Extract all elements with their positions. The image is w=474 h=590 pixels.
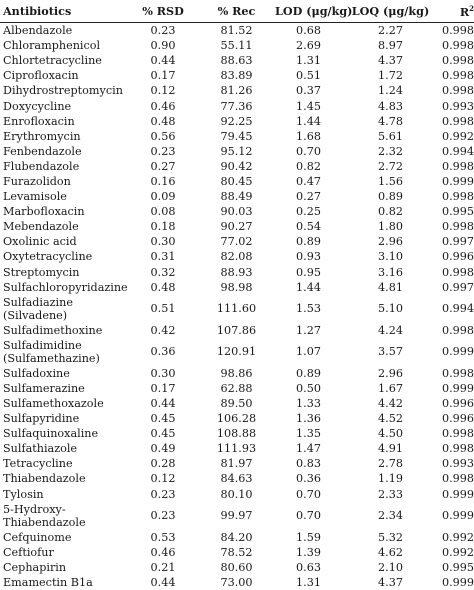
cell-loq: 4.91 <box>344 441 437 456</box>
antibiotic-name-line: Oxolinic acid <box>3 235 124 248</box>
cell-rec: 95.12 <box>200 144 273 159</box>
cell-rec: 106.28 <box>200 411 273 426</box>
cell-rec: 88.49 <box>200 189 273 204</box>
antibiotic-name-line: Enrofloxacin <box>3 115 124 128</box>
cell-lod: 1.53 <box>273 295 344 323</box>
cell-r2: 0.995 <box>437 560 474 575</box>
cell-rec: 80.10 <box>200 487 273 502</box>
cell-rec: 80.60 <box>200 560 273 575</box>
header-rec: % Rec <box>200 0 273 23</box>
cell-lod: 1.68 <box>273 129 344 144</box>
cell-rsd: 0.48 <box>126 280 200 295</box>
cell-rsd: 0.45 <box>126 426 200 441</box>
cell-r2: 0.998 <box>437 159 474 174</box>
cell-r2: 0.992 <box>437 545 474 560</box>
cell-lod: 1.45 <box>273 98 344 113</box>
table-row <box>0 381 474 396</box>
cell-antibiotic-name <box>0 219 126 234</box>
cell-loq: 4.24 <box>344 323 437 338</box>
cell-rec: 99.97 <box>200 502 273 530</box>
cell-loq: 2.32 <box>344 144 437 159</box>
cell-r2: 0.998 <box>437 471 474 486</box>
cell-lod: 1.27 <box>273 323 344 338</box>
cell-r2: 0.998 <box>437 53 474 68</box>
cell-antibiotic-name <box>0 295 126 323</box>
antibiotic-name-line: Marbofloxacin <box>3 205 124 218</box>
cell-loq: 4.78 <box>344 114 437 129</box>
antibiotic-name-line: Thiabendazole <box>3 472 124 485</box>
cell-lod: 0.63 <box>273 560 344 575</box>
cell-r2: 0.999 <box>437 502 474 530</box>
cell-loq: 1.56 <box>344 174 437 189</box>
cell-loq: 5.10 <box>344 295 437 323</box>
cell-rec: 84.63 <box>200 471 273 486</box>
cell-rec: 90.42 <box>200 159 273 174</box>
cell-lod: 0.27 <box>273 189 344 204</box>
cell-r2: 0.998 <box>437 38 474 53</box>
antibiotic-name-line: 5-Hydroxy- <box>3 503 124 516</box>
table-row <box>0 144 474 159</box>
cell-rsd: 0.49 <box>126 441 200 456</box>
cell-loq: 4.37 <box>344 53 437 68</box>
cell-loq: 8.97 <box>344 38 437 53</box>
cell-r2: 0.997 <box>437 280 474 295</box>
cell-r2: 0.995 <box>437 204 474 219</box>
cell-r2: 0.998 <box>437 83 474 98</box>
cell-r2: 0.998 <box>437 114 474 129</box>
table-row <box>0 411 474 426</box>
cell-loq: 1.19 <box>344 471 437 486</box>
antibiotic-name-line: Ciprofloxacin <box>3 69 124 82</box>
cell-antibiotic-name <box>0 189 126 204</box>
cell-antibiotic-name <box>0 426 126 441</box>
cell-rec: 77.02 <box>200 234 273 249</box>
cell-rec: 55.11 <box>200 38 273 53</box>
antibiotic-name-line: Sulfadimidine <box>3 339 124 352</box>
antibiotic-name-line-2: (Sulfamethazine) <box>3 352 124 365</box>
cell-rsd: 0.30 <box>126 234 200 249</box>
cell-rec: 108.88 <box>200 426 273 441</box>
cell-rsd: 0.46 <box>126 545 200 560</box>
cell-rsd: 0.32 <box>126 265 200 280</box>
cell-lod: 1.44 <box>273 114 344 129</box>
header-rsd: % RSD <box>126 0 200 23</box>
cell-lod: 1.31 <box>273 53 344 68</box>
cell-loq: 2.33 <box>344 487 437 502</box>
cell-loq: 0.82 <box>344 204 437 219</box>
cell-loq: 2.96 <box>344 366 437 381</box>
cell-lod: 1.36 <box>273 411 344 426</box>
antibiotic-name-line: Sulfathiazole <box>3 442 124 455</box>
cell-rec: 88.63 <box>200 53 273 68</box>
cell-rec: 107.86 <box>200 323 273 338</box>
cell-r2: 0.998 <box>437 23 474 39</box>
table-row <box>0 426 474 441</box>
header-r2 <box>437 0 474 23</box>
table-row <box>0 53 474 68</box>
table-row <box>0 265 474 280</box>
cell-lod: 1.39 <box>273 545 344 560</box>
table-row <box>0 560 474 575</box>
cell-rsd: 0.44 <box>126 396 200 411</box>
antibiotic-name-line: Sulfamerazine <box>3 382 124 395</box>
antibiotic-name-line: Sulfachloropyridazine <box>3 281 124 294</box>
cell-rsd: 0.09 <box>126 189 200 204</box>
cell-antibiotic-name <box>0 502 126 530</box>
cell-rsd: 0.36 <box>126 338 200 366</box>
cell-rsd: 0.27 <box>126 159 200 174</box>
table-row <box>0 545 474 560</box>
cell-lod: 0.89 <box>273 234 344 249</box>
cell-antibiotic-name <box>0 249 126 264</box>
cell-r2: 0.996 <box>437 249 474 264</box>
cell-antibiotic-name <box>0 338 126 366</box>
cell-loq: 2.10 <box>344 560 437 575</box>
cell-antibiotic-name <box>0 23 126 39</box>
cell-antibiotic-name <box>0 530 126 545</box>
antibiotic-name-line: Tylosin <box>3 488 124 501</box>
cell-rec: 77.36 <box>200 98 273 113</box>
cell-rsd: 0.46 <box>126 98 200 113</box>
cell-antibiotic-name <box>0 456 126 471</box>
table-row <box>0 68 474 83</box>
table-row <box>0 234 474 249</box>
cell-rec: 78.52 <box>200 545 273 560</box>
cell-lod: 1.44 <box>273 280 344 295</box>
cell-rsd: 0.42 <box>126 323 200 338</box>
cell-loq: 4.37 <box>344 575 437 590</box>
cell-rec: 88.93 <box>200 265 273 280</box>
table-row <box>0 487 474 502</box>
cell-antibiotic-name <box>0 204 126 219</box>
cell-rsd: 0.21 <box>126 560 200 575</box>
cell-rsd: 0.17 <box>126 381 200 396</box>
table-row <box>0 23 474 39</box>
cell-r2: 0.998 <box>437 265 474 280</box>
table-row <box>0 396 474 411</box>
antibiotic-name-line: Albendazole <box>3 24 124 37</box>
antibiotic-name-line: Sulfamethoxazole <box>3 397 124 410</box>
cell-lod: 1.47 <box>273 441 344 456</box>
cell-lod: 0.83 <box>273 456 344 471</box>
antibiotic-name-line-2: Thiabendazole <box>3 516 124 529</box>
cell-rec: 90.03 <box>200 204 273 219</box>
table-row <box>0 174 474 189</box>
cell-lod: 0.36 <box>273 471 344 486</box>
cell-rsd: 0.44 <box>126 575 200 590</box>
cell-loq: 0.89 <box>344 189 437 204</box>
cell-antibiotic-name <box>0 144 126 159</box>
cell-rsd: 0.45 <box>126 411 200 426</box>
cell-antibiotic-name <box>0 441 126 456</box>
cell-r2: 0.993 <box>437 98 474 113</box>
cell-r2: 0.998 <box>437 219 474 234</box>
cell-loq: 2.34 <box>344 502 437 530</box>
cell-rsd: 0.23 <box>126 487 200 502</box>
cell-antibiotic-name <box>0 323 126 338</box>
cell-antibiotic-name <box>0 38 126 53</box>
table-row <box>0 575 474 590</box>
cell-loq: 4.62 <box>344 545 437 560</box>
cell-rsd: 0.16 <box>126 174 200 189</box>
cell-loq: 4.50 <box>344 426 437 441</box>
cell-r2: 0.997 <box>437 234 474 249</box>
cell-rsd: 0.56 <box>126 129 200 144</box>
cell-loq: 5.32 <box>344 530 437 545</box>
antibiotic-name-line: Cephapirin <box>3 561 124 574</box>
cell-lod: 0.25 <box>273 204 344 219</box>
cell-loq: 1.72 <box>344 68 437 83</box>
antibiotic-name-line: Mebendazole <box>3 220 124 233</box>
cell-rec: 82.08 <box>200 249 273 264</box>
cell-r2: 0.998 <box>437 426 474 441</box>
cell-loq: 2.96 <box>344 234 437 249</box>
header-loq: LOQ (μg/kg) <box>344 0 437 23</box>
cell-antibiotic-name <box>0 366 126 381</box>
cell-rsd: 0.53 <box>126 530 200 545</box>
cell-loq: 2.27 <box>344 23 437 39</box>
cell-lod: 1.07 <box>273 338 344 366</box>
cell-antibiotic-name <box>0 280 126 295</box>
cell-r2: 0.996 <box>437 396 474 411</box>
cell-rsd: 0.90 <box>126 38 200 53</box>
table-row <box>0 219 474 234</box>
cell-lod: 2.69 <box>273 38 344 53</box>
cell-rec: 79.45 <box>200 129 273 144</box>
cell-loq: 3.16 <box>344 265 437 280</box>
table-header-row <box>0 0 474 23</box>
antibiotic-name-line: Doxycycline <box>3 100 124 113</box>
cell-rec: 120.91 <box>200 338 273 366</box>
antibiotic-name-line: Erythromycin <box>3 130 124 143</box>
cell-antibiotic-name <box>0 114 126 129</box>
cell-r2: 0.998 <box>437 189 474 204</box>
table-row <box>0 441 474 456</box>
cell-lod: 0.89 <box>273 366 344 381</box>
cell-r2: 0.994 <box>437 144 474 159</box>
antibiotic-name-line: Ceftiofur <box>3 546 124 559</box>
cell-lod: 0.51 <box>273 68 344 83</box>
cell-antibiotic-name <box>0 98 126 113</box>
antibiotic-name-line: Sulfapyridine <box>3 412 124 425</box>
header-lod: LOD (μg/kg) <box>273 0 344 23</box>
cell-lod: 0.47 <box>273 174 344 189</box>
cell-rec: 98.86 <box>200 366 273 381</box>
cell-lod: 0.82 <box>273 159 344 174</box>
cell-r2: 0.996 <box>437 411 474 426</box>
cell-r2: 0.998 <box>437 441 474 456</box>
table-row <box>0 502 474 530</box>
cell-r2: 0.999 <box>437 338 474 366</box>
cell-lod: 0.95 <box>273 265 344 280</box>
antibiotic-name-line: Fenbendazole <box>3 145 124 158</box>
cell-r2: 0.999 <box>437 381 474 396</box>
table-row <box>0 249 474 264</box>
cell-rec: 111.93 <box>200 441 273 456</box>
cell-lod: 0.70 <box>273 487 344 502</box>
cell-loq: 2.72 <box>344 159 437 174</box>
cell-rec: 81.52 <box>200 23 273 39</box>
antibiotic-name-line: Dihydrostreptomycin <box>3 84 124 97</box>
cell-rsd: 0.23 <box>126 144 200 159</box>
antibiotic-name-line: Tetracycline <box>3 457 124 470</box>
cell-loq: 4.81 <box>344 280 437 295</box>
cell-r2: 0.998 <box>437 323 474 338</box>
cell-loq: 1.67 <box>344 381 437 396</box>
cell-r2: 0.992 <box>437 129 474 144</box>
cell-rec: 92.25 <box>200 114 273 129</box>
cell-r2: 0.992 <box>437 530 474 545</box>
cell-loq: 2.78 <box>344 456 437 471</box>
cell-rec: 81.26 <box>200 83 273 98</box>
table-row <box>0 98 474 113</box>
cell-lod: 0.70 <box>273 144 344 159</box>
cell-loq: 1.24 <box>344 83 437 98</box>
cell-lod: 0.37 <box>273 83 344 98</box>
table-row <box>0 456 474 471</box>
cell-lod: 1.33 <box>273 396 344 411</box>
antibiotic-name-line: Flubendazole <box>3 160 124 173</box>
cell-rec: 84.20 <box>200 530 273 545</box>
antibiotic-name-line: Sulfadimethoxine <box>3 324 124 337</box>
cell-antibiotic-name <box>0 234 126 249</box>
cell-rsd: 0.31 <box>126 249 200 264</box>
cell-rsd: 0.17 <box>126 68 200 83</box>
cell-rsd: 0.23 <box>126 502 200 530</box>
cell-rec: 80.45 <box>200 174 273 189</box>
cell-lod: 1.35 <box>273 426 344 441</box>
cell-r2: 0.994 <box>437 295 474 323</box>
cell-lod: 0.70 <box>273 502 344 530</box>
antibiotic-name-line: Furazolidon <box>3 175 124 188</box>
table-row <box>0 323 474 338</box>
cell-r2: 0.993 <box>437 456 474 471</box>
cell-antibiotic-name <box>0 471 126 486</box>
cell-lod: 0.54 <box>273 219 344 234</box>
cell-antibiotic-name <box>0 560 126 575</box>
antibiotic-name-line: Sulfadiazine <box>3 296 124 309</box>
cell-rec: 111.60 <box>200 295 273 323</box>
antibiotic-name-line: Sulfaquinoxaline <box>3 427 124 440</box>
cell-r2: 0.999 <box>437 174 474 189</box>
cell-rsd: 0.30 <box>126 366 200 381</box>
cell-rec: 81.97 <box>200 456 273 471</box>
cell-antibiotic-name <box>0 159 126 174</box>
cell-rec: 73.00 <box>200 575 273 590</box>
cell-lod: 0.93 <box>273 249 344 264</box>
table-row <box>0 204 474 219</box>
antibiotic-name-line: Levamisole <box>3 190 124 203</box>
cell-rec: 89.50 <box>200 396 273 411</box>
cell-antibiotic-name <box>0 396 126 411</box>
header-antibiotics: Antibiotics <box>0 0 126 23</box>
header-r2-base: R <box>460 5 469 19</box>
table-row <box>0 295 474 323</box>
cell-rsd: 0.12 <box>126 83 200 98</box>
cell-antibiotic-name <box>0 411 126 426</box>
cell-antibiotic-name <box>0 381 126 396</box>
table-row <box>0 280 474 295</box>
cell-antibiotic-name <box>0 53 126 68</box>
cell-r2: 0.998 <box>437 68 474 83</box>
cell-r2: 0.999 <box>437 487 474 502</box>
table-row <box>0 471 474 486</box>
cell-rsd: 0.23 <box>126 23 200 39</box>
table-row <box>0 129 474 144</box>
cell-antibiotic-name <box>0 487 126 502</box>
antibiotic-name-line: Streptomycin <box>3 266 124 279</box>
cell-rsd: 0.44 <box>126 53 200 68</box>
antibiotic-name-line: Cefquinome <box>3 531 124 544</box>
cell-loq: 4.52 <box>344 411 437 426</box>
cell-loq: 1.80 <box>344 219 437 234</box>
table-row <box>0 83 474 98</box>
table-row <box>0 159 474 174</box>
cell-rsd: 0.18 <box>126 219 200 234</box>
cell-antibiotic-name <box>0 575 126 590</box>
antibiotic-name-line: Chlortetracycline <box>3 54 124 67</box>
cell-rsd: 0.28 <box>126 456 200 471</box>
cell-lod: 0.50 <box>273 381 344 396</box>
cell-rsd: 0.51 <box>126 295 200 323</box>
cell-lod: 1.31 <box>273 575 344 590</box>
antibiotic-name-line: Sulfadoxine <box>3 367 124 380</box>
cell-r2: 0.999 <box>437 575 474 590</box>
cell-rsd: 0.08 <box>126 204 200 219</box>
table-body <box>0 23 474 590</box>
antibiotic-name-line-2: (Silvadene) <box>3 309 124 322</box>
cell-rec: 98.98 <box>200 280 273 295</box>
table-row <box>0 189 474 204</box>
cell-antibiotic-name <box>0 174 126 189</box>
cell-lod: 1.59 <box>273 530 344 545</box>
cell-antibiotic-name <box>0 68 126 83</box>
cell-rec: 62.88 <box>200 381 273 396</box>
cell-antibiotic-name <box>0 265 126 280</box>
table-row <box>0 114 474 129</box>
cell-loq: 4.42 <box>344 396 437 411</box>
cell-rsd: 0.48 <box>126 114 200 129</box>
cell-loq: 4.83 <box>344 98 437 113</box>
cell-rec: 90.27 <box>200 219 273 234</box>
header-r2-superscript: 2 <box>469 4 474 13</box>
cell-loq: 3.10 <box>344 249 437 264</box>
table-row <box>0 38 474 53</box>
cell-lod: 0.68 <box>273 23 344 39</box>
cell-antibiotic-name <box>0 83 126 98</box>
cell-r2: 0.998 <box>437 366 474 381</box>
cell-loq: 5.61 <box>344 129 437 144</box>
cell-rsd: 0.12 <box>126 471 200 486</box>
table-row <box>0 530 474 545</box>
cell-rec: 83.89 <box>200 68 273 83</box>
antibiotic-name-line: Chloramphenicol <box>3 39 124 52</box>
cell-loq: 3.57 <box>344 338 437 366</box>
antibiotic-name-line: Oxytetracycline <box>3 250 124 263</box>
cell-antibiotic-name <box>0 129 126 144</box>
cell-antibiotic-name <box>0 545 126 560</box>
table-row <box>0 338 474 366</box>
antibiotic-name-line: Emamectin B1a <box>3 576 124 589</box>
table-row <box>0 366 474 381</box>
